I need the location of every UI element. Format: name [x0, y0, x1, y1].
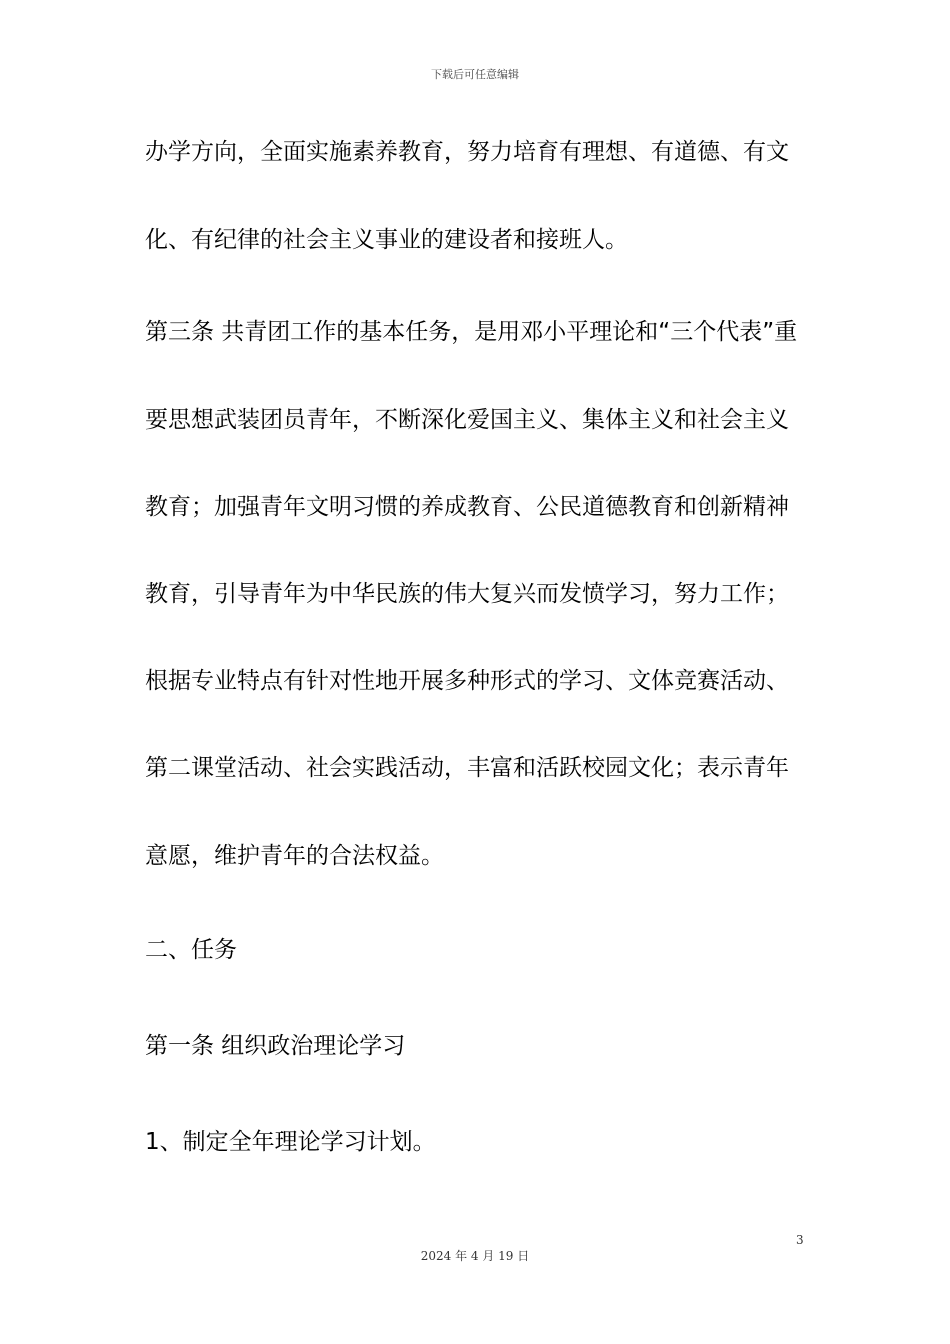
body-line: 教育，引导青年为中华民族的伟大复兴而发愤学习，努力工作； — [145, 581, 789, 607]
body-line: 根据专业特点有针对性地开展多种形式的学习、文体竞赛活动、 — [145, 668, 789, 694]
body-line: 第二课堂活动、社会实践活动，丰富和活跃校园文化；表示青年 — [145, 755, 789, 781]
body-line: 化、有纪律的社会主义事业的建设者和接班人。 — [145, 227, 628, 253]
section-heading: 二、任务 — [145, 937, 237, 963]
article-heading: 第一条 组织政治理论学习 — [145, 1033, 406, 1059]
body-line: 办学方向，全面实施素养教育，努力培育有理想、有道德、有文 — [145, 139, 789, 165]
body-line: 要思想武装团员青年，不断深化爱国主义、集体主义和社会主义 — [145, 407, 789, 433]
body-line: 教育；加强青年文明习惯的养成教育、公民道德教育和创新精神 — [145, 494, 789, 520]
list-item: 1、制定全年理论学习计划。 — [145, 1129, 436, 1155]
page-header: 下载后可任意编辑 — [431, 68, 519, 81]
body-line: 意愿，维护青年的合法权益。 — [145, 843, 444, 869]
footer-date: 2024 年 4 月 19 日 — [420, 1249, 530, 1263]
body-line: 第三条 共青团工作的基本任务，是用邓小平理论和“三个代表”重 — [145, 319, 798, 345]
page-number: 3 — [796, 1233, 804, 1247]
